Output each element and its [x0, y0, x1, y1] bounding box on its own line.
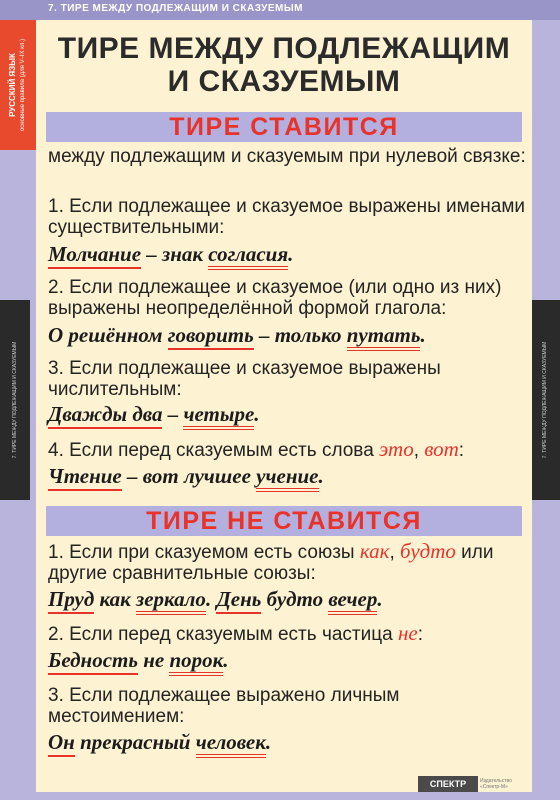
- example-connector: прекрасный: [74, 730, 196, 754]
- subject-tab-label: [8, 39, 28, 131]
- no-dash-rule2-text: [48, 623, 528, 645]
- page-title-line2: И СКАЗУЕМЫМ: [167, 65, 401, 98]
- no-dash-rule2-example: [48, 647, 528, 673]
- left-edge-tab: [0, 300, 30, 500]
- example-end: .: [223, 648, 229, 672]
- publisher-note: Издательство «Спектр-М»: [480, 778, 512, 790]
- section-header-dash-placed: ТИРЕ СТАВИТСЯ: [46, 112, 522, 142]
- example-connector: – вот лучшее: [121, 464, 257, 488]
- example-connector-2: будто: [261, 587, 329, 611]
- example-subject: Молчание: [48, 242, 141, 269]
- keyword-separator: ,: [413, 440, 425, 461]
- example-connector: не: [137, 648, 170, 672]
- example-connector: –: [162, 402, 184, 426]
- poster-panel: [36, 20, 532, 792]
- example-predicate: согласия: [208, 242, 288, 270]
- subject-tab-title: РУССКИЙ ЯЗЫК: [8, 53, 17, 117]
- example-prefix: О решённом: [48, 323, 168, 347]
- rule1-text: 1. Если подлежащее и сказуемое выражены именами существительными:: [48, 196, 526, 238]
- example-connector: – знак: [141, 242, 209, 266]
- no-dash-rule1-end: или другие сравнительные союзы:: [48, 542, 494, 584]
- keyword-kak: как: [359, 539, 390, 563]
- example-separator: .: [205, 587, 217, 611]
- right-edge-tab: [530, 300, 560, 500]
- left-edge-label: 7. ТИРЕ МЕЖДУ ПОДЛЕЖАЩИМ И СКАЗУЕМЫМ: [12, 341, 18, 459]
- example-subject: Чтение: [48, 464, 122, 491]
- keyword-budto: будто: [400, 539, 456, 563]
- example-predicate: порок: [169, 648, 223, 676]
- page-title-line1: ТИРЕ МЕЖДУ ПОДЛЕЖАЩИМ: [57, 32, 511, 65]
- example-connector: как: [94, 587, 137, 611]
- rule3-example: [48, 401, 528, 427]
- top-strip-title: 7. ТИРЕ МЕЖДУ ПОДЛЕЖАЩИМ И СКАЗУЕМЫМ: [48, 3, 303, 14]
- example-subject: Бедность: [48, 648, 138, 675]
- subject-tab: [0, 20, 36, 150]
- page-title: [36, 32, 532, 98]
- right-edge-label: 7. ТИРЕ МЕЖДУ ПОДЛЕЖАЩИМ И СКАЗУЕМЫМ: [542, 341, 548, 459]
- example-subject: Дважды два: [48, 402, 162, 429]
- rule4-text-start: 4. Если перед сказуемым есть слова: [48, 440, 380, 461]
- no-dash-rule1-text: [48, 541, 528, 584]
- rule2-text: 2. Если подлежащее и сказуемое (или одно из них) выражены неопределённой формой глагола:: [48, 277, 502, 319]
- example-predicate: четыре: [183, 402, 254, 430]
- no-dash-rule2-start: 2. Если перед сказуемым есть частица: [48, 624, 398, 645]
- subject-tab-subtitle: основные правила (для V–IX кл.): [20, 38, 26, 132]
- example-end: .: [254, 402, 260, 426]
- rule4-example: [48, 463, 528, 489]
- keyword-separator: ,: [389, 542, 401, 563]
- rule2-example: [48, 322, 528, 348]
- no-dash-rule1-example: [48, 586, 528, 612]
- example-subject-2: День: [216, 587, 261, 614]
- no-dash-rule1-start: 1. Если при сказуемом есть союзы: [48, 542, 360, 563]
- example-end: .: [318, 464, 324, 488]
- rule4-text: [48, 439, 528, 461]
- keyword-eto: это: [379, 437, 414, 461]
- example-predicate-2: вечер: [328, 587, 377, 615]
- example-predicate: путать: [347, 323, 421, 351]
- example-subject: говорить: [168, 323, 254, 350]
- example-connector: – только: [253, 323, 347, 347]
- keyword-ne: не: [397, 621, 418, 645]
- no-dash-rule3-example: [48, 729, 528, 755]
- section-header-dash-not-placed: ТИРЕ НЕ СТАВИТСЯ: [46, 506, 522, 536]
- rule3-text: 3. Если подлежащее и сказуемое выражены числительным:: [48, 358, 441, 400]
- publisher-logo: СПЕКТР: [418, 776, 478, 792]
- example-end: .: [377, 587, 383, 611]
- example-end: .: [265, 730, 272, 754]
- no-dash-rule3-text: 3. Если подлежащее выражено личным местоимением:: [48, 685, 400, 727]
- example-predicate: учение: [256, 464, 318, 492]
- example-subject: Пруд: [48, 587, 94, 614]
- rule1-example: [48, 241, 528, 267]
- top-strip: [0, 0, 560, 20]
- no-dash-rule2-colon: :: [417, 624, 423, 645]
- example-predicate: зеркало: [136, 587, 206, 615]
- example-end: .: [420, 323, 426, 347]
- example-predicate: человек: [196, 730, 266, 758]
- keyword-vot: вот: [424, 437, 459, 461]
- example-end: .: [288, 242, 294, 266]
- section1-intro: между подлежащим и сказуемым при нулевой связке:: [48, 146, 526, 167]
- rule4-colon: :: [458, 440, 465, 461]
- example-subject: Он: [48, 730, 75, 757]
